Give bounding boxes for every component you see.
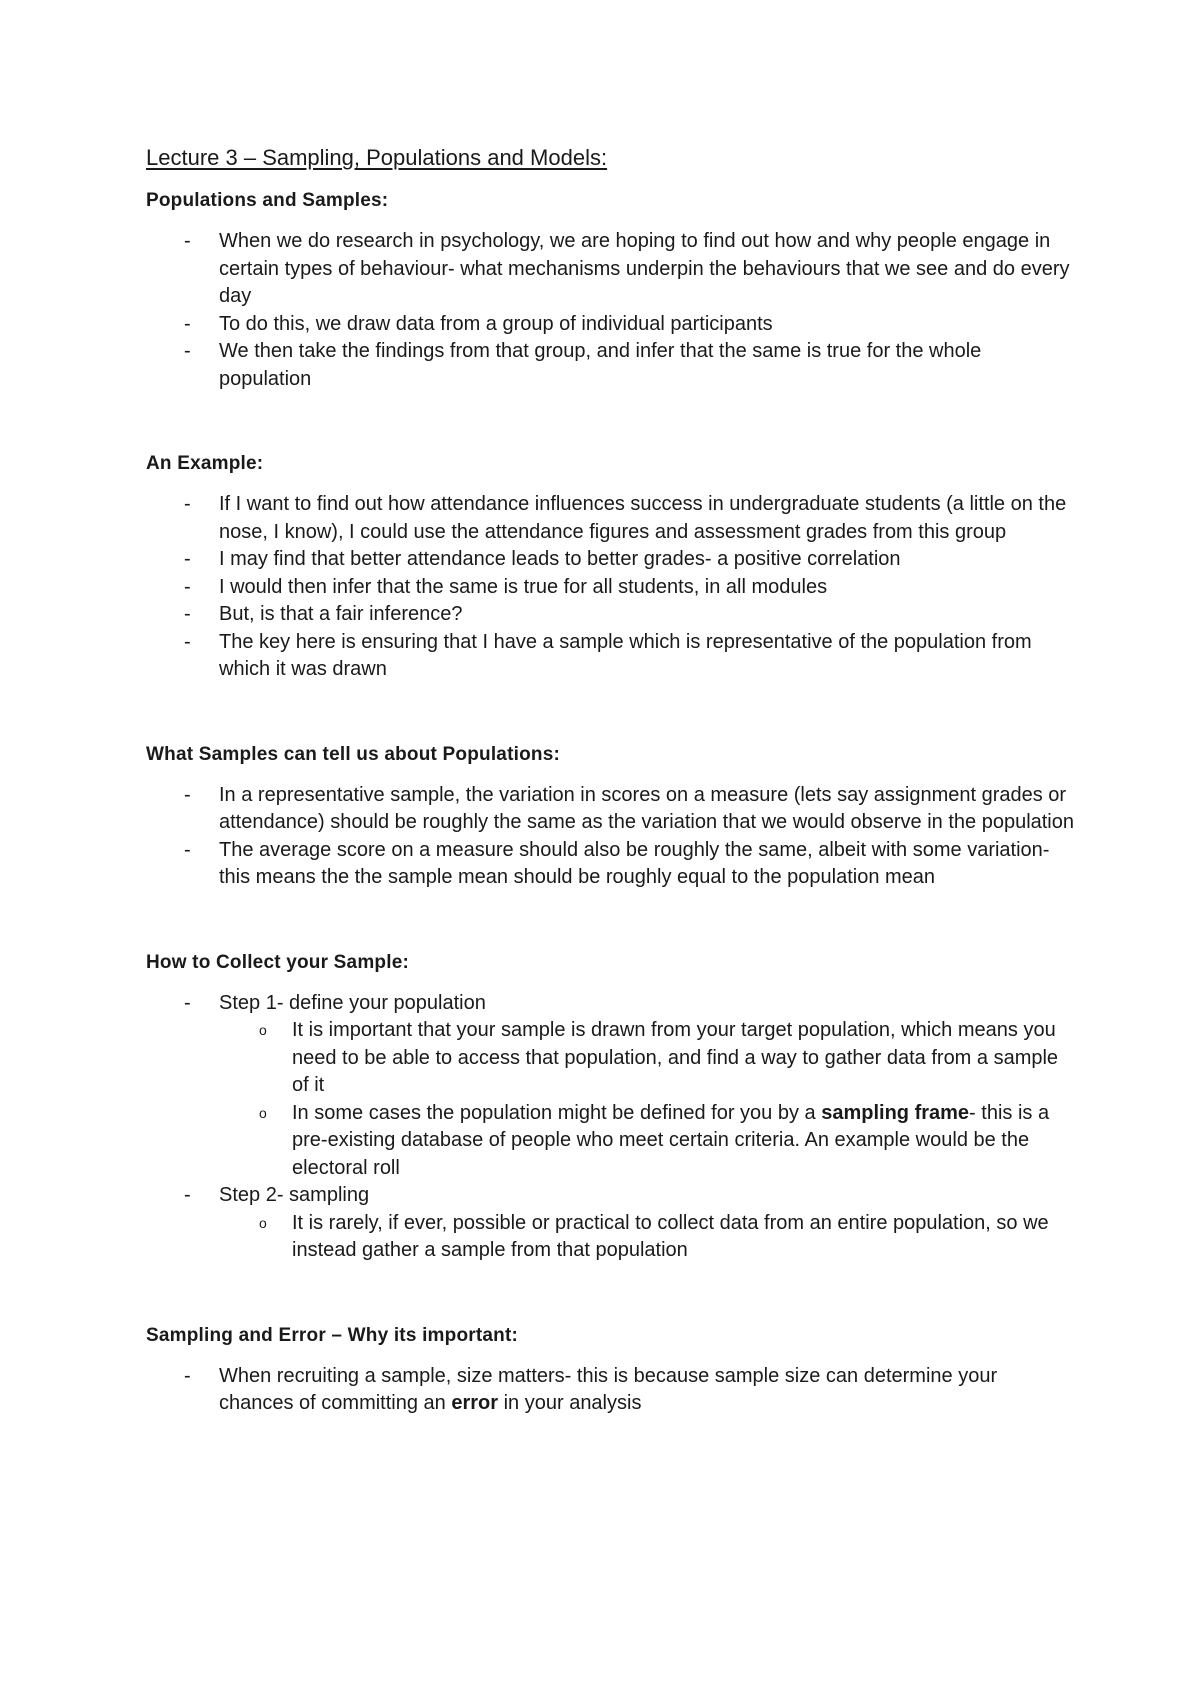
- circle-bullet: o: [259, 1022, 267, 1038]
- section-what-samples-tell-us: [146, 742, 1076, 892]
- spacer: [146, 684, 1076, 742]
- list-item: [146, 782, 1076, 837]
- list-item-text-after: in your analysis: [498, 1392, 642, 1414]
- list-item-text: But, is that a fair inference?: [219, 603, 463, 625]
- dash-bullet: -: [184, 340, 191, 362]
- bullet-list: [146, 1210, 1076, 1265]
- section-populations-and-samples: [146, 188, 1076, 393]
- dash-bullet: -: [184, 493, 191, 515]
- list-item-text: I would then infer that the same is true for all students, in all modules: [219, 575, 828, 598]
- list-item-text: To do this, we draw data from a group of individual participants: [219, 312, 773, 335]
- dash-bullet: -: [184, 548, 191, 570]
- section-sampling-and-error: [146, 1323, 1076, 1418]
- bullet-list: [146, 1017, 1076, 1182]
- list-item-text: If I want to find out how attendance influences success in undergraduate students (a little on the nose, I know), I could use the attendance figures and assessment grades from this group: [219, 493, 1067, 543]
- sub-list-container: [146, 1017, 1076, 1182]
- list-item: [146, 574, 1076, 602]
- dash-bullet: -: [184, 991, 191, 1014]
- sub-list-item: [219, 1017, 1076, 1100]
- list-item-text: In a representative sample, the variation in scores on a measure (lets say assignment grades or attendance) should be roughly the same as the variation that we would observe in the population: [219, 783, 1074, 833]
- sub-list-item: [219, 1100, 1076, 1183]
- list-item: [146, 837, 1076, 892]
- dash-bullet: -: [184, 230, 191, 252]
- sub-list-item-text-before: In some cases the population might be defined for you by a: [292, 1101, 822, 1124]
- section-heading: How to Collect your Sample:: [146, 951, 409, 973]
- dash-bullet: -: [184, 312, 191, 335]
- dash-bullet: -: [184, 1184, 191, 1206]
- list-item: [146, 338, 1076, 393]
- section-heading: Sampling and Error – Why its important:: [146, 1324, 519, 1346]
- spacer: [146, 1265, 1076, 1323]
- dash-bullet: -: [184, 575, 191, 598]
- list-item: [146, 601, 1076, 629]
- sub-bullet-list: [146, 1210, 1076, 1265]
- page-title: Lecture 3 – Sampling, Populations and Models:: [146, 145, 608, 170]
- list-item-text: When we do research in psychology, we are hoping to find out how and why people engage in certain types of behaviour- what mechanisms underpin the behaviours that we see and do every day: [219, 230, 1070, 307]
- list-item-text: We then take the findings from that group, and infer that the same is true for the whole population: [219, 340, 982, 390]
- bullet-list: [146, 782, 1076, 892]
- bullet-list: [146, 1182, 1076, 1210]
- list-item: [146, 311, 1076, 339]
- sub-list-item-text: It is important that your sample is drawn from your target population, which means you need to be able to access that population, and find a way to gather data from a sample of it: [292, 1019, 1059, 1096]
- dash-bullet: -: [184, 603, 191, 625]
- list-item: [146, 491, 1076, 546]
- list-item: [146, 228, 1076, 311]
- section-heading: Populations and Samples:: [146, 190, 389, 211]
- list-item: [146, 1182, 1076, 1210]
- bullet-list: [146, 1363, 1076, 1418]
- section-heading: What Samples can tell us about Populations:: [146, 743, 560, 765]
- sub-list-container: [146, 1210, 1076, 1265]
- spacer: [146, 393, 1076, 451]
- list-item-text: I may find that better attendance leads to better grades- a positive correlation: [219, 548, 901, 570]
- list-item-text: The key here is ensuring that I have a sample which is representative of the population from which it was drawn: [219, 630, 1032, 680]
- dash-bullet: -: [184, 783, 191, 806]
- sub-bullet-list: [146, 1017, 1076, 1182]
- bold-term: error: [451, 1392, 499, 1414]
- bullet-list: [146, 228, 1076, 393]
- document-page: [146, 144, 1076, 1418]
- bullet-list: [146, 491, 1076, 684]
- list-item: [146, 990, 1076, 1018]
- section-how-to-collect: [146, 950, 1076, 1265]
- list-item-text: The average score on a measure should also be roughly the same, albeit with some variation- this means the the sample mean should be roughly equal to the population mean: [219, 838, 1050, 888]
- list-item-text-before: When recruiting a sample, size matters- this is because sample size can determine your chances of committing an: [219, 1364, 998, 1414]
- section-an-example: [146, 451, 1076, 684]
- sub-list-item-text: It is rarely, if ever, possible or practical to collect data from an entire population, so we instead gather a sample from that population: [292, 1211, 1049, 1261]
- sub-list-item-text-after: - this is a pre-existing database of people who meet certain criteria. An example would be the electoral roll: [292, 1101, 1050, 1179]
- circle-bullet: o: [259, 1214, 267, 1231]
- step-label: Step 2- sampling: [219, 1184, 370, 1206]
- list-item: [146, 629, 1076, 684]
- bullet-list: [146, 990, 1076, 1018]
- bold-term: sampling frame: [821, 1101, 970, 1124]
- step-label: Step 1- define your population: [219, 991, 486, 1014]
- spacer: [146, 892, 1076, 950]
- circle-bullet: o: [259, 1104, 267, 1121]
- section-heading: An Example:: [146, 453, 264, 474]
- dash-bullet: -: [184, 630, 191, 653]
- list-item: [146, 1363, 1076, 1418]
- sub-list-item: [219, 1210, 1076, 1265]
- dash-bullet: -: [184, 1364, 191, 1387]
- list-item: [146, 546, 1076, 574]
- dash-bullet: -: [184, 838, 191, 861]
